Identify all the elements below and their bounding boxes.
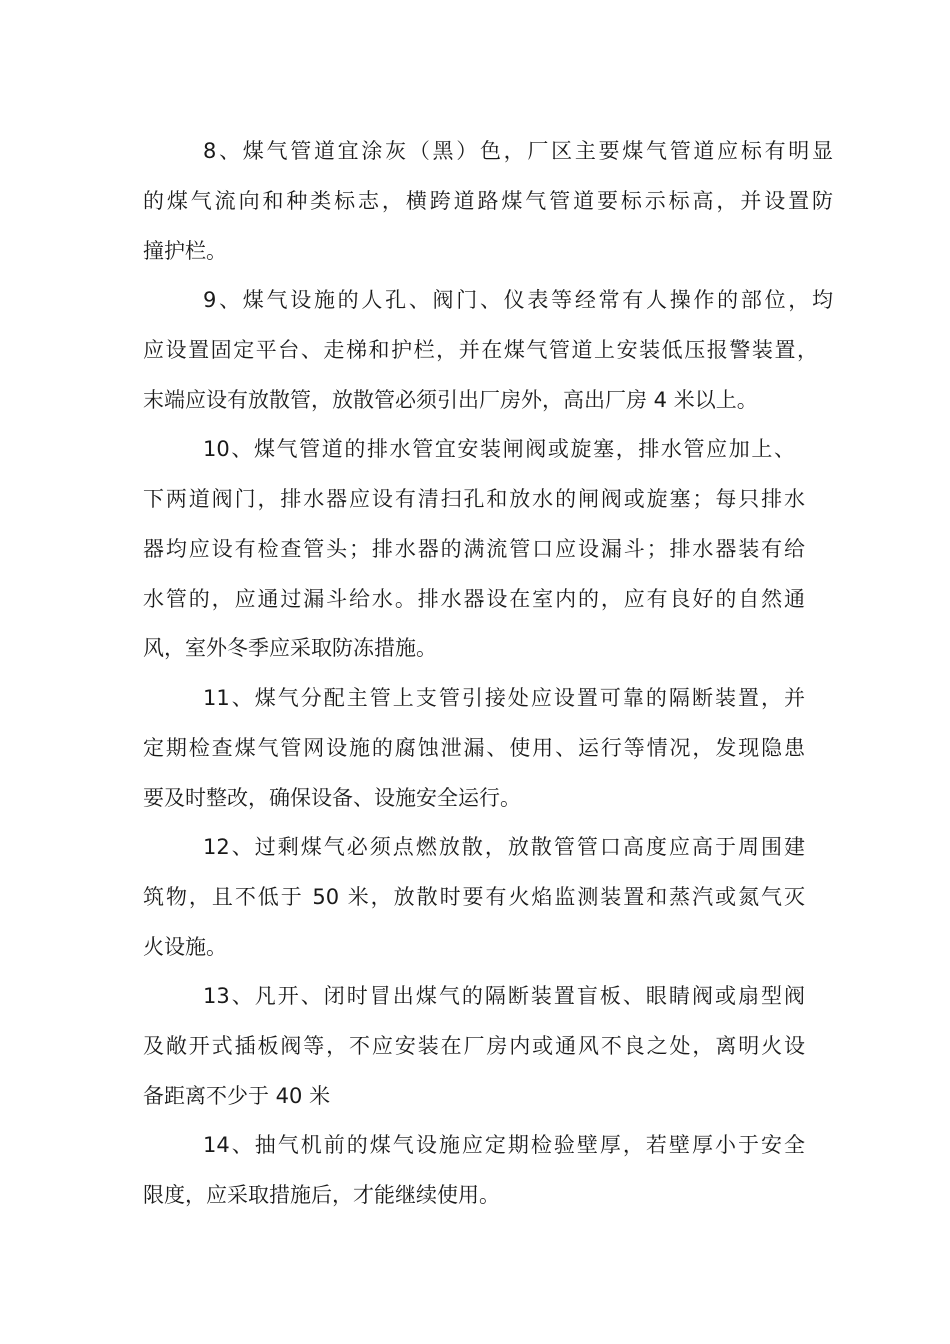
text-line: 10、煤气管道的排水管宜安装闸阀或旋塞，排水管应加上、 bbox=[203, 437, 795, 461]
text-line: 器均应设有检查管头；排水器的满流管口应设漏斗；排水器装有给 bbox=[143, 537, 805, 561]
text-line: 13、凡开、闭时冒出煤气的隔断装置盲板、眼睛阀或扇型阀 bbox=[203, 984, 805, 1008]
text-line: 要及时整改，确保设备、设施安全运行。 bbox=[143, 786, 521, 810]
text-line: 水管的，应通过漏斗给水。排水器设在室内的，应有良好的自然通 bbox=[143, 587, 805, 611]
text-line: 的煤气流向和种类标志，横跨道路煤气管道要标示标高，并设置防 bbox=[143, 189, 833, 213]
text-line: 应设置固定平台、走梯和护栏，并在煤气管道上安装低压报警装置， bbox=[143, 338, 818, 362]
text-line: 下两道阀门，排水器应设有清扫孔和放水的闸阀或旋塞；每只排水 bbox=[143, 487, 805, 511]
text-line: 末端应设有放散管，放散管必须引出厂房外，高出厂房 4 米以上。 bbox=[143, 388, 758, 412]
text-line: 8、煤气管道宜涂灰（黑）色，厂区主要煤气管道应标有明显 bbox=[203, 139, 833, 163]
text-line: 火设施。 bbox=[143, 935, 227, 959]
text-line: 筑物，且不低于 50 米，放散时要有火焰监测装置和蒸汽或氮气灭 bbox=[143, 885, 805, 909]
text-line: 14、抽气机前的煤气设施应定期检验壁厚，若壁厚小于安全 bbox=[203, 1133, 805, 1157]
text-line: 12、过剩煤气必须点燃放散，放散管管口高度应高于周围建 bbox=[203, 835, 805, 859]
text-line: 及敞开式插板阀等，不应安装在厂房内或通风不良之处，离明火设 bbox=[143, 1034, 805, 1058]
text-line: 限度，应采取措施后，才能继续使用。 bbox=[143, 1183, 500, 1207]
text-line: 风，室外冬季应采取防冻措施。 bbox=[143, 636, 437, 660]
text-line: 撞护栏。 bbox=[143, 239, 227, 263]
text-line: 定期检查煤气管网设施的腐蚀泄漏、使用、运行等情况，发现隐患 bbox=[143, 736, 805, 760]
text-line: 9、煤气设施的人孔、阀门、仪表等经常有人操作的部位，均 bbox=[203, 288, 833, 312]
text-line: 11、煤气分配主管上支管引接处应设置可靠的隔断装置，并 bbox=[203, 686, 805, 710]
text-line: 备距离不少于 40 米 bbox=[143, 1084, 331, 1108]
